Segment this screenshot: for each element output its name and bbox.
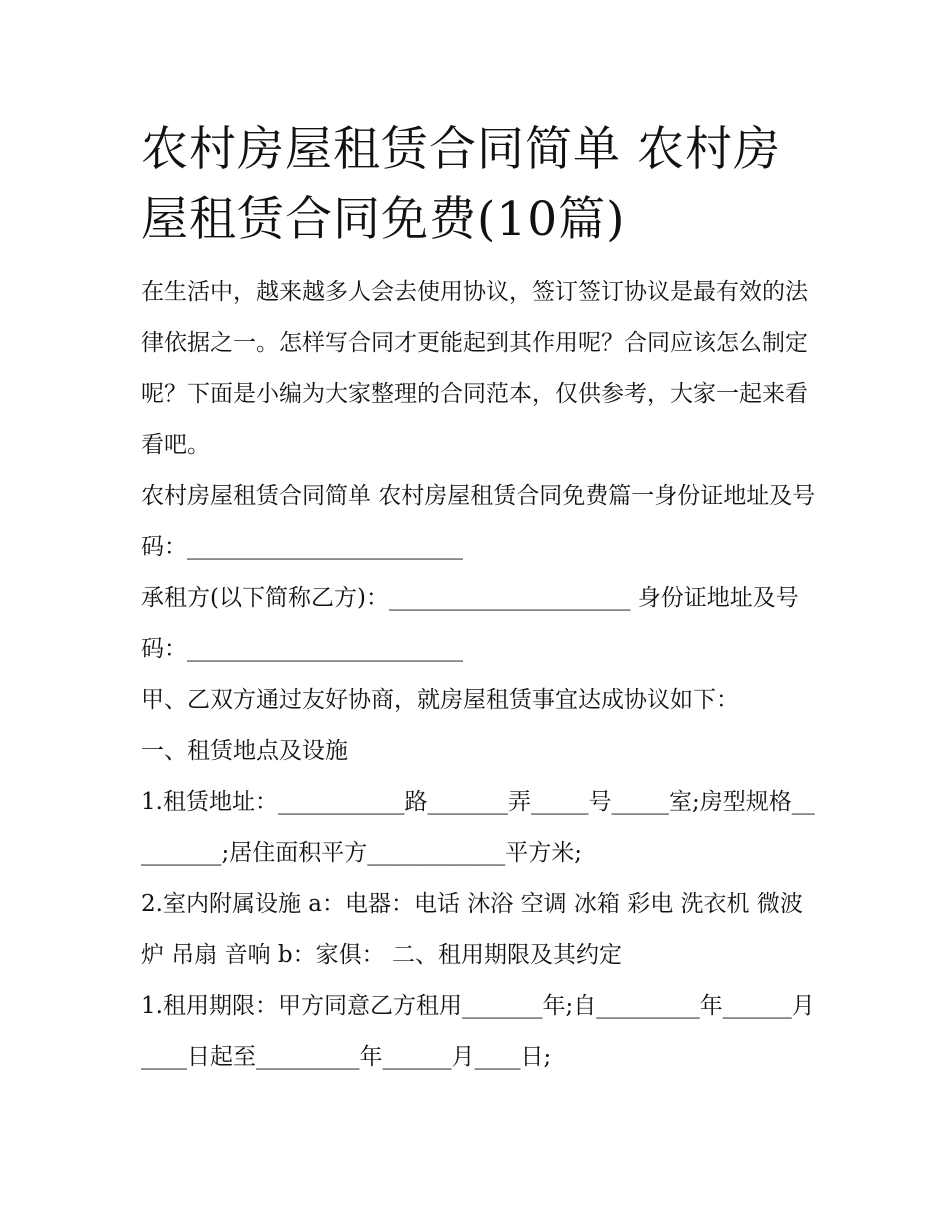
document-page: [141, 115, 821, 1083]
paragraph-lease-term: 1.租用期限：甲方同意乙方租用_______年;自_________年______月____日起至_________年______月____日;: [141, 993, 815, 1070]
paragraph-tenant: 承租方(以下简称乙方)：_____________________ 身份证地址及号码：________________________: [141, 585, 799, 662]
document-title: 农村房屋租赁合同简单 农村房屋租赁合同免费(10篇): [141, 122, 781, 247]
paragraph-intro: 在生活中，越来越多人会去使用协议，签订签订协议是最有效的法律依据之一。怎样写合同才更能起到其作用呢？合同应该怎么制定呢？下面是小编为大家整理的合同范本，仅供参考，大家一起来看看吧。: [141, 279, 808, 458]
paragraph-address: 1.租赁地址：___________路_______弄_____号_____室;房型规格_________;居住面积平方____________平方米;: [141, 789, 815, 866]
paragraph-facilities: 2.室内附属设施 a：电器：电话 沐浴 空调 冰箱 彩电 洗衣机 微波炉 吊扇 音响 b：家俱： 二、租用期限及其约定: [141, 891, 803, 968]
paragraph-agreement: 甲、乙双方通过友好协商，就房屋租赁事宜达成协议如下：: [141, 687, 739, 713]
paragraph-landlord-id: 农村房屋租赁合同简单 农村房屋租赁合同免费篇一身份证地址及号码：________________________: [141, 483, 816, 560]
section-heading-location: 一、租赁地点及设施: [141, 738, 348, 764]
